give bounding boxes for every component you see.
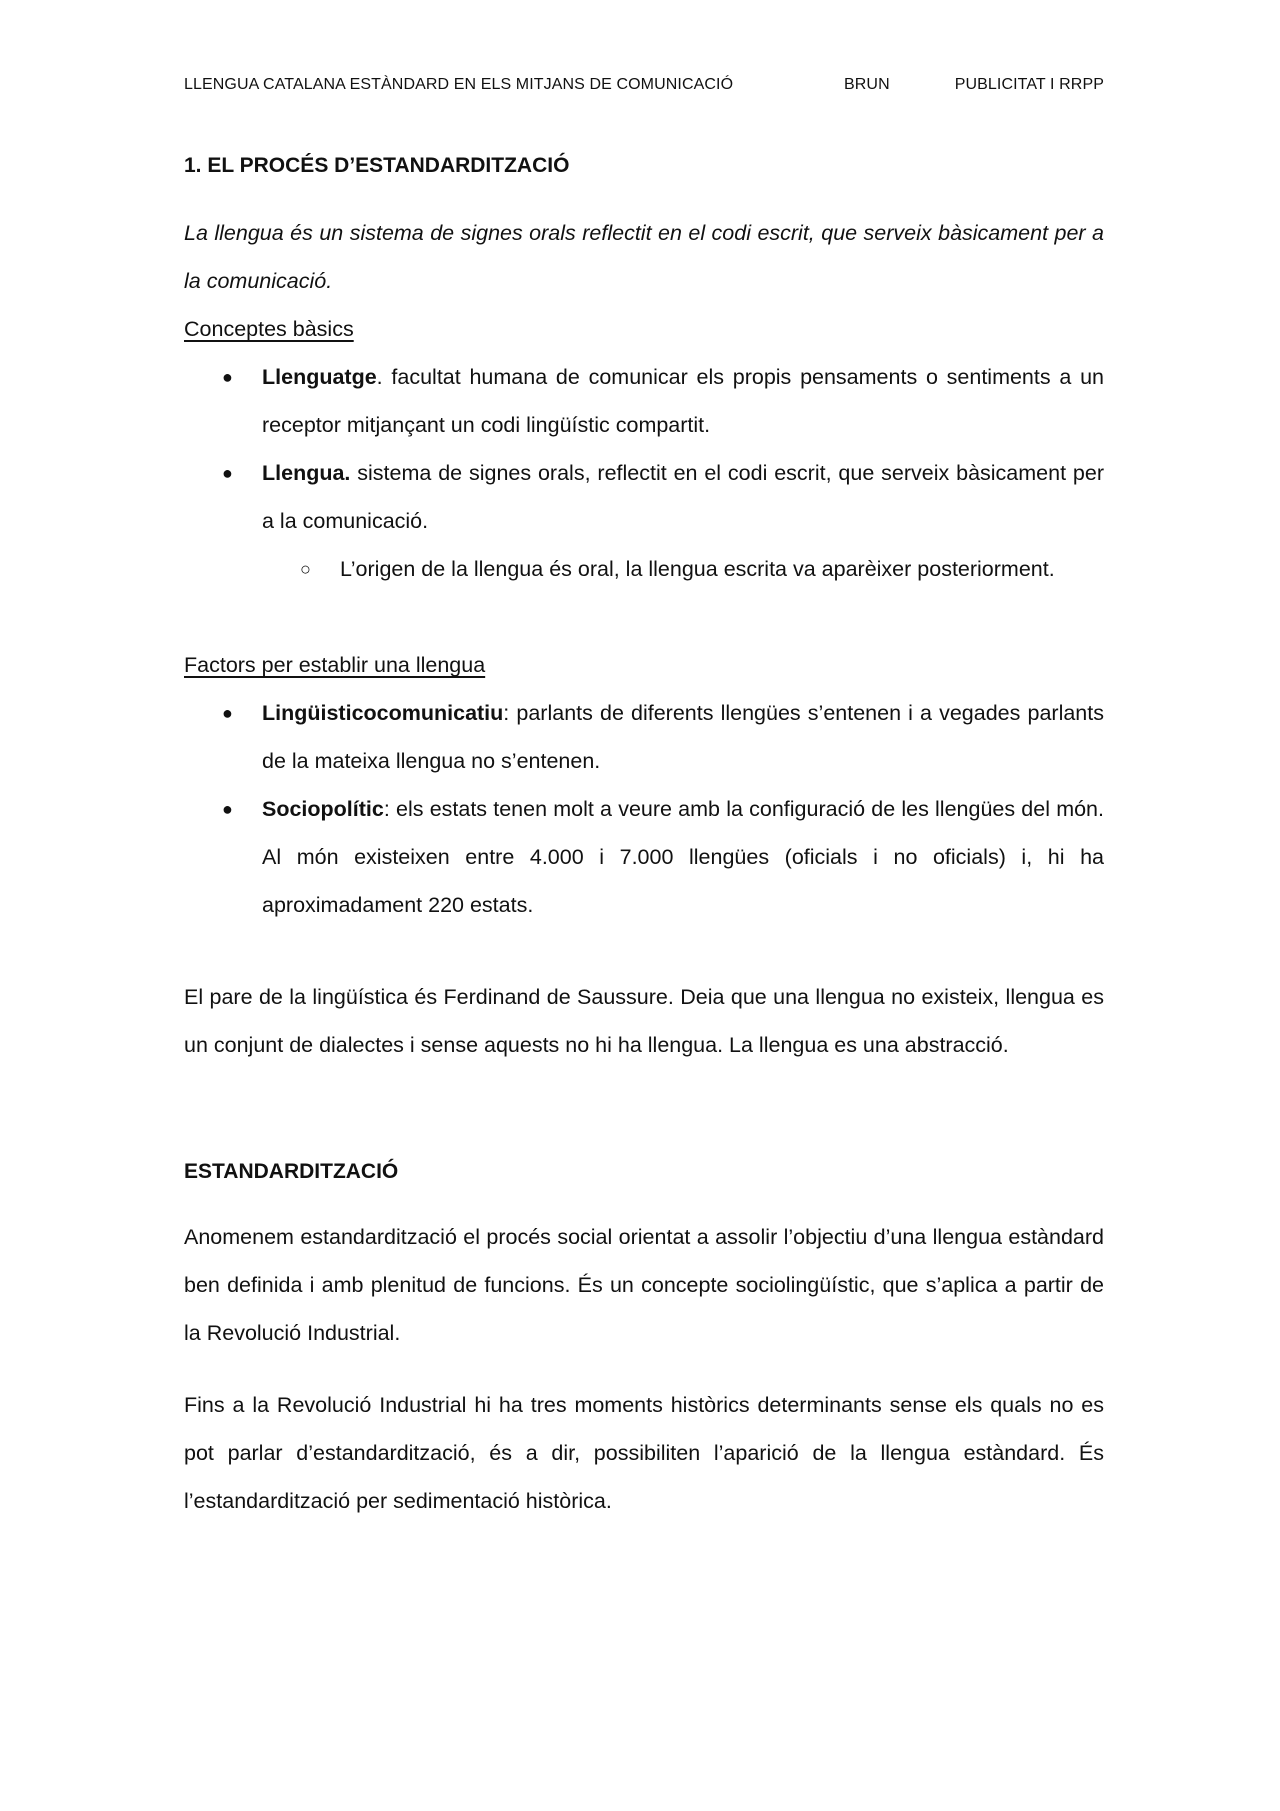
circle-bullet-icon: ○ bbox=[300, 559, 311, 579]
header-title: LLENGUA CATALANA ESTÀNDARD EN ELS MITJANS DE COMUNICACIÓ bbox=[184, 76, 734, 93]
saussure-paragraph: El pare de la lingüística és Ferdinand de Saussure. Deia que una llengua no existeix, llengua es un conjunt de dialectes i sense aquests no hi ha llengua. La llengua es una abstracció. bbox=[184, 985, 1104, 1057]
bullet-icon: ● bbox=[222, 799, 233, 819]
term: Llenguatge bbox=[262, 365, 377, 389]
header-author: BRUN bbox=[844, 76, 890, 93]
term-definition: . facultat humana de comunicar els propis pensaments o sentiments a un receptor mitjançant un codi lingüístic compartit. bbox=[262, 365, 1104, 437]
factors-heading: Factors per establir una llengua bbox=[184, 653, 486, 677]
term: Lingüisticocomunicatiu bbox=[262, 701, 504, 725]
term-definition: : parlants de diferents llengües s’entenen i a vegades parlants de la mateixa llengua no s’entenen. bbox=[262, 701, 1104, 773]
page-header bbox=[184, 76, 1104, 100]
list-item bbox=[222, 689, 1104, 785]
sub-item-text: L’origen de la llengua és oral, la llengua escrita va aparèixer posteriorment. bbox=[340, 557, 1055, 581]
sub-list-item bbox=[300, 545, 1104, 593]
header-degree: PUBLICITAT I RRPP bbox=[954, 76, 1104, 93]
bullet-icon: ● bbox=[222, 703, 233, 723]
term: Llengua. bbox=[262, 461, 351, 485]
list-item bbox=[222, 449, 1104, 545]
section-heading: ESTANDARDITZACIÓ bbox=[184, 1160, 399, 1183]
bullet-icon: ● bbox=[222, 463, 233, 483]
paragraph: Fins a la Revolució Industrial hi ha tres moments històrics determinants sense els quals no es pot parlar d’estandardització, és a dir, possibiliten l’aparició de la llengua estàndard. És l’estandardització per sedimentació històrica. bbox=[184, 1393, 1104, 1513]
term: Sociopolític bbox=[262, 797, 384, 821]
list-item bbox=[222, 353, 1104, 449]
paragraph: Anomenem estandardització el procés social orientat a assolir l’objectiu d’una llengua estàndard ben definida i amb plenitud de funcions. És un concepte sociolingüístic, que s’aplica a partir de la Revolució Industrial. bbox=[184, 1225, 1104, 1345]
language-definition: La llengua és un sistema de signes orals reflectit en el codi escrit, que serveix bàsicament per a la comunicació. bbox=[184, 221, 1104, 293]
list-item bbox=[222, 785, 1104, 929]
concepts-heading: Conceptes bàsics bbox=[184, 317, 354, 341]
term-definition: sistema de signes orals, reflectit en el codi escrit, que serveix bàsicament per a la comunicació. bbox=[262, 461, 1104, 533]
bullet-icon: ● bbox=[222, 367, 233, 387]
term-definition: : els estats tenen molt a veure amb la configuració de les llengües del món. Al món existeixen entre 4.000 i 7.000 llengües (oficials i no oficials) i, hi ha aproximadament 220 estats. bbox=[262, 797, 1104, 917]
section-heading: 1. EL PROCÉS D’ESTANDARDITZACIÓ bbox=[184, 154, 570, 177]
